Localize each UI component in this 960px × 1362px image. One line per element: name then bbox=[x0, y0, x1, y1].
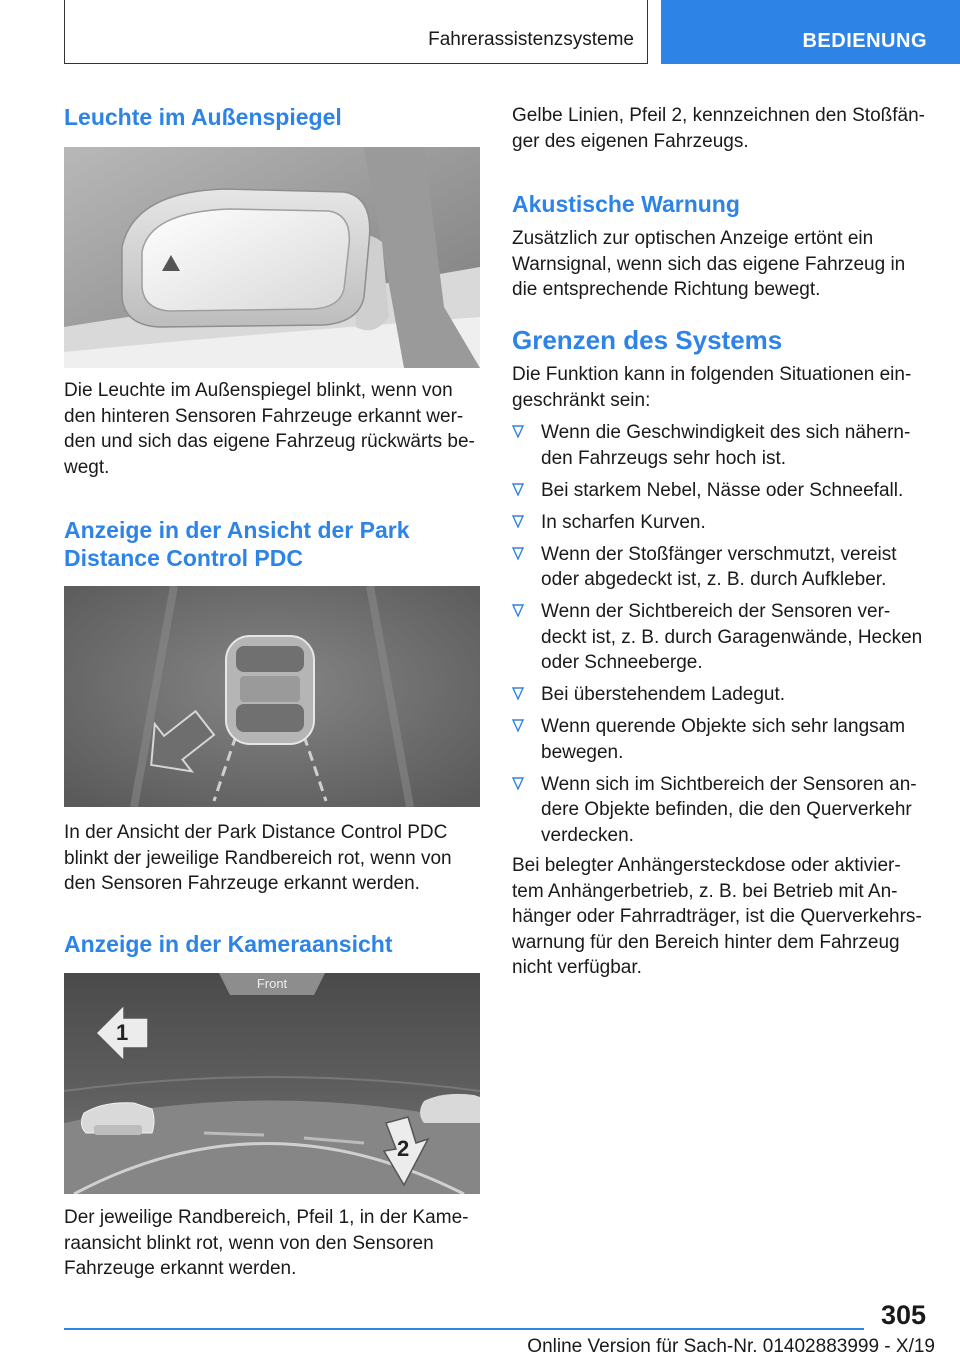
paragraph-trailer-note: Bei belegter Anhängersteckdose oder aktiviertem Anhängerbetrieb, z. B. bei Betrieb mit Anhänger oder Fahrradträger, ist die Querverkehrswarnung für den Bereich hinter dem Fahrzeug nicht verfügbar. bbox=[512, 855, 922, 978]
list-item: Bei überstehendem Ladegut. bbox=[512, 682, 926, 708]
triangle-bullet-icon bbox=[512, 719, 524, 732]
camera-arrow-2-label: 2 bbox=[397, 1136, 410, 1161]
heading-acoustic-warning: Akustische Warnung bbox=[512, 191, 740, 217]
list-item: Wenn sich im Sichtbereich der Sensoren andere Objekte befinden, die den Querverkehr verdecken. bbox=[512, 772, 926, 849]
paragraph-system-limits: Die Funktion kann in folgenden Situationen eingeschränkt sein: bbox=[512, 364, 912, 411]
paragraph-acoustic-warning: Zusätzlich zur optischen Anzeige ertönt ein Warnsignal, wenn sich das eigene Fahrzeug in die entsprechende Richtung bewegt. bbox=[512, 228, 906, 300]
list-item: In scharfen Kurven. bbox=[512, 510, 926, 536]
triangle-bullet-icon bbox=[512, 547, 524, 560]
header-chapter-tab: BEDIENUNG bbox=[661, 0, 960, 64]
heading-mirror-light: Leuchte im Außenspiegel bbox=[64, 104, 342, 130]
pdc-illustration bbox=[64, 586, 480, 807]
triangle-bullet-icon bbox=[512, 483, 524, 496]
paragraph-yellow-lines: Gelbe Linien, Pfeil 2, kennzeichnen den Stoßfänger des eigenen Fahrzeugs. bbox=[512, 105, 925, 152]
camera-illustration bbox=[64, 973, 480, 1194]
header-section-title: Fahrerassistenzsysteme bbox=[428, 29, 634, 50]
triangle-bullet-icon bbox=[512, 777, 524, 790]
heading-pdc-view: Anzeige in der Ansicht der Park Distance Control PDC bbox=[64, 517, 410, 571]
triangle-bullet-icon bbox=[512, 515, 524, 528]
list-item: Wenn die Geschwindigkeit des sich nähernden Fahrzeugs sehr hoch ist. bbox=[512, 420, 926, 471]
triangle-bullet-icon bbox=[512, 425, 524, 438]
footer-divider bbox=[64, 1328, 864, 1330]
camera-front-label: Front bbox=[256, 976, 288, 991]
limits-bullet-list bbox=[512, 420, 926, 848]
list-item: Wenn querende Objekte sich sehr langsam bewegen. bbox=[512, 714, 926, 765]
paragraph-pdc-view: In der Ansicht der Park Distance Control PDC blinkt der jeweilige Randbereich rot, wenn von den Sensoren Fahrzeuge erkannt werden. bbox=[64, 822, 452, 894]
list-item: Wenn der Stoßfänger verschmutzt, vereist oder abgedeckt ist, z. B. durch Aufkleber. bbox=[512, 542, 926, 593]
paragraph-mirror-light: Die Leuchte im Außenspiegel blinkt, wenn von den hinteren Sensoren Fahrzeuge erkannt werden und sich das eigene Fahrzeug rückwärts bewegt. bbox=[64, 380, 475, 478]
triangle-bullet-icon bbox=[512, 687, 524, 700]
list-item: Bei starkem Nebel, Nässe oder Schneefall. bbox=[512, 478, 926, 504]
paragraph-camera-view: Der jeweilige Randbereich, Pfeil 1, in der Kameraansicht blinkt rot, wenn von den Sensoren Fahrzeuge erkannt werden. bbox=[64, 1207, 469, 1279]
camera-arrow-1-label: 1 bbox=[116, 1020, 129, 1045]
footer-version-text: Online Version für Sach-Nr. 01402883999 - X/19 bbox=[527, 1336, 935, 1357]
heading-camera-view: Anzeige in der Kameraansicht bbox=[64, 931, 393, 957]
page-number: 305 bbox=[880, 1300, 926, 1330]
triangle-bullet-icon bbox=[512, 604, 524, 617]
heading-system-limits: Grenzen des Systems bbox=[512, 325, 783, 355]
mirror-illustration bbox=[64, 147, 480, 368]
list-item: Wenn der Sichtbereich der Sensoren verdeckt ist, z. B. durch Garagenwände, Hecken oder Schneeberge. bbox=[512, 599, 926, 676]
